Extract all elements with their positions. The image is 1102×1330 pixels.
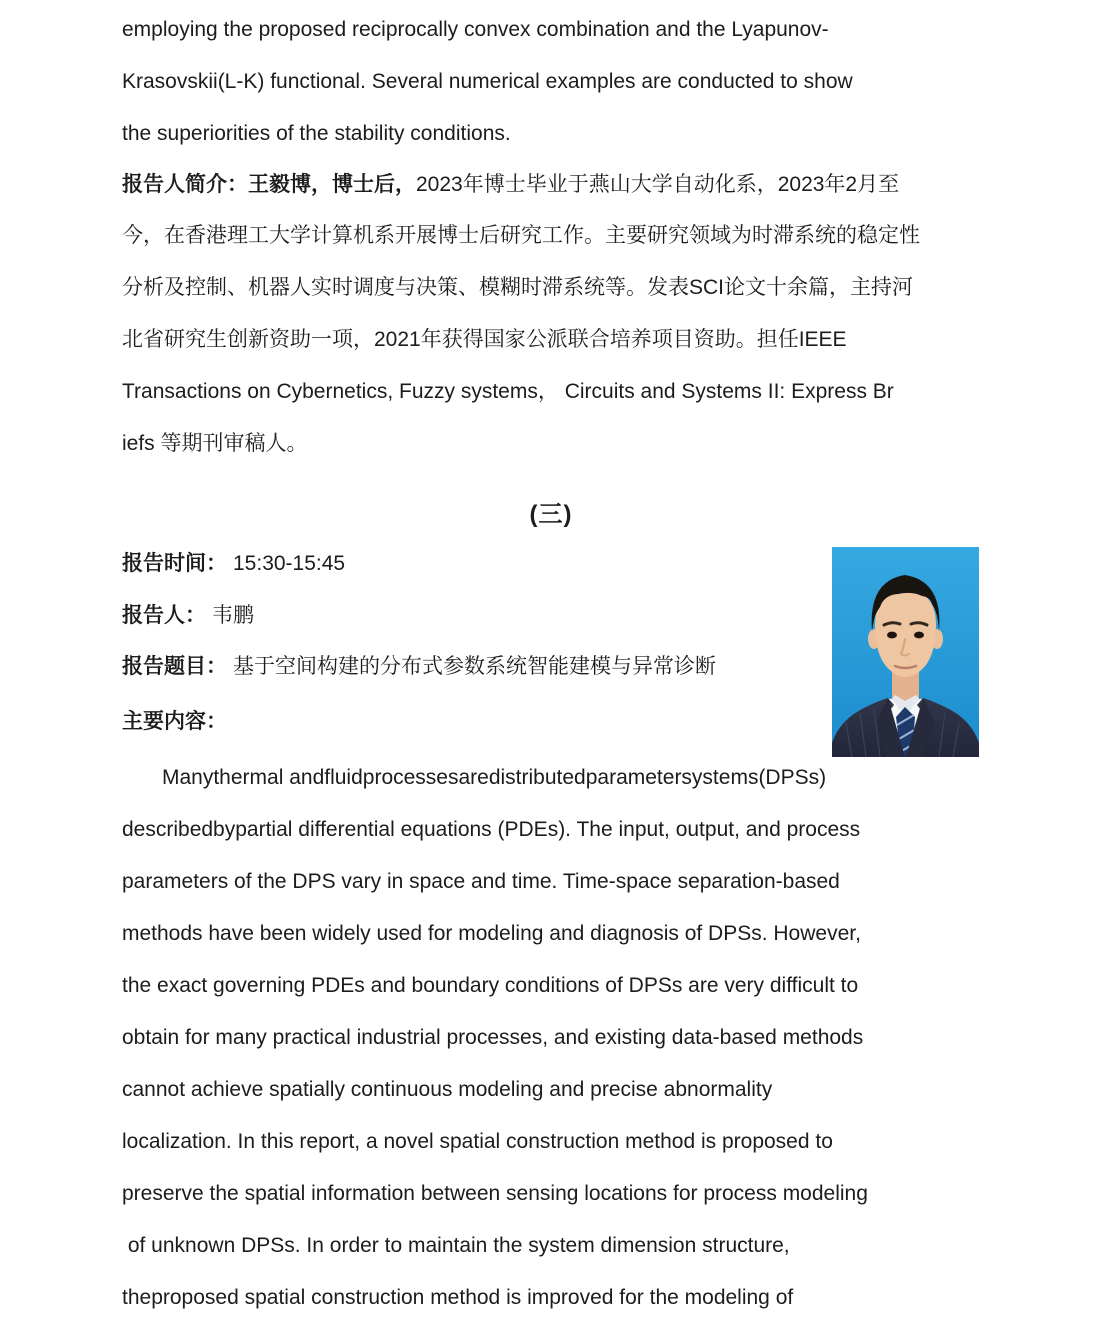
- abstract-line: Manythermal andfluidprocessesaredistributedparametersystems(DPSs): [162, 766, 827, 789]
- bio-first-line: [122, 159, 899, 211]
- report-time-value: 15:30-15:45: [233, 552, 346, 575]
- abstract-line: obtain for many practical industrial processes, and existing data-based methods: [122, 1026, 864, 1049]
- report-title-value: 基于空间构建的分布式参数系统智能建模与异常诊断: [233, 655, 716, 678]
- section-3-header: (三): [529, 501, 573, 528]
- bio-speaker-name: 王毅博，博士后，: [248, 173, 416, 196]
- abstract-line: the superiorities of the stability conditions.: [122, 122, 511, 145]
- abstract-line: Krasovskii(L-K) functional. Several numerical examples are conducted to show: [122, 70, 853, 93]
- abstract-line: employing the proposed reciprocally convex combination and the Lyapunov-: [122, 18, 829, 41]
- speaker-photo-graphic: [832, 547, 979, 757]
- main-content-label: 主要内容：: [122, 710, 227, 733]
- abstract-section-3: [122, 752, 1062, 1324]
- abstract-line: parameters of the DPS vary in space and time. Time-space separation-based: [122, 870, 840, 893]
- bio-line: iefs 等期刊审稿人。: [122, 432, 308, 455]
- bio-line: 北省研究生创新资助一项，2021年获得国家公派联合培养项目资助。担任IEEE: [122, 328, 847, 351]
- bio-line: Transactions on Cybernetics, Fuzzy systems， Circuits and Systems II: Express Br: [122, 380, 894, 403]
- report-speaker-label: 报告人：: [122, 604, 206, 627]
- bio-line: 今，在香港理工大学计算机系开展博士后研究工作。主要研究领域为时滞系统的稳定性: [122, 224, 920, 247]
- bio-line: 分析及控制、机器人实时调度与决策、模糊时滞系统等。发表SCI论文十余篇，主持河: [122, 276, 914, 299]
- abstract-line: preserve the spatial information between sensing locations for process modeling: [122, 1182, 868, 1205]
- speaker-photo: [832, 547, 979, 757]
- report-speaker-value: 韦鹏: [212, 604, 254, 627]
- bio-first-line-text: 2023年博士毕业于燕山大学自动化系，2023年2月至: [416, 173, 900, 196]
- abstract-line: of unknown DPSs. In order to maintain the system dimension structure,: [122, 1234, 790, 1257]
- field-report-title: [122, 641, 716, 693]
- report-time-label: 报告时间：: [122, 552, 227, 575]
- field-report-speaker: [122, 590, 254, 642]
- abstract-line: the exact governing PDEs and boundary conditions of DPSs are very difficult to: [122, 974, 859, 997]
- abstract-line: describedbypartial differential equations (PDEs). The input, output, and process: [122, 818, 861, 841]
- abstract-line: methods have been widely used for modeling and diagnosis of DPSs. However,: [122, 922, 861, 945]
- abstract-line: localization. In this report, a novel spatial construction method is proposed to: [122, 1130, 833, 1153]
- report-title-label: 报告题目：: [122, 655, 227, 678]
- abstract-previous-section: [122, 4, 1062, 160]
- field-report-time: [122, 538, 345, 590]
- abstract-line: cannot achieve spatially continuous modeling and precise abnormality: [122, 1078, 773, 1101]
- bio-paragraph: [122, 210, 1062, 470]
- abstract-line: theproposed spatial construction method is improved for the modeling of: [122, 1286, 794, 1309]
- bio-label: 报告人简介：: [122, 173, 248, 196]
